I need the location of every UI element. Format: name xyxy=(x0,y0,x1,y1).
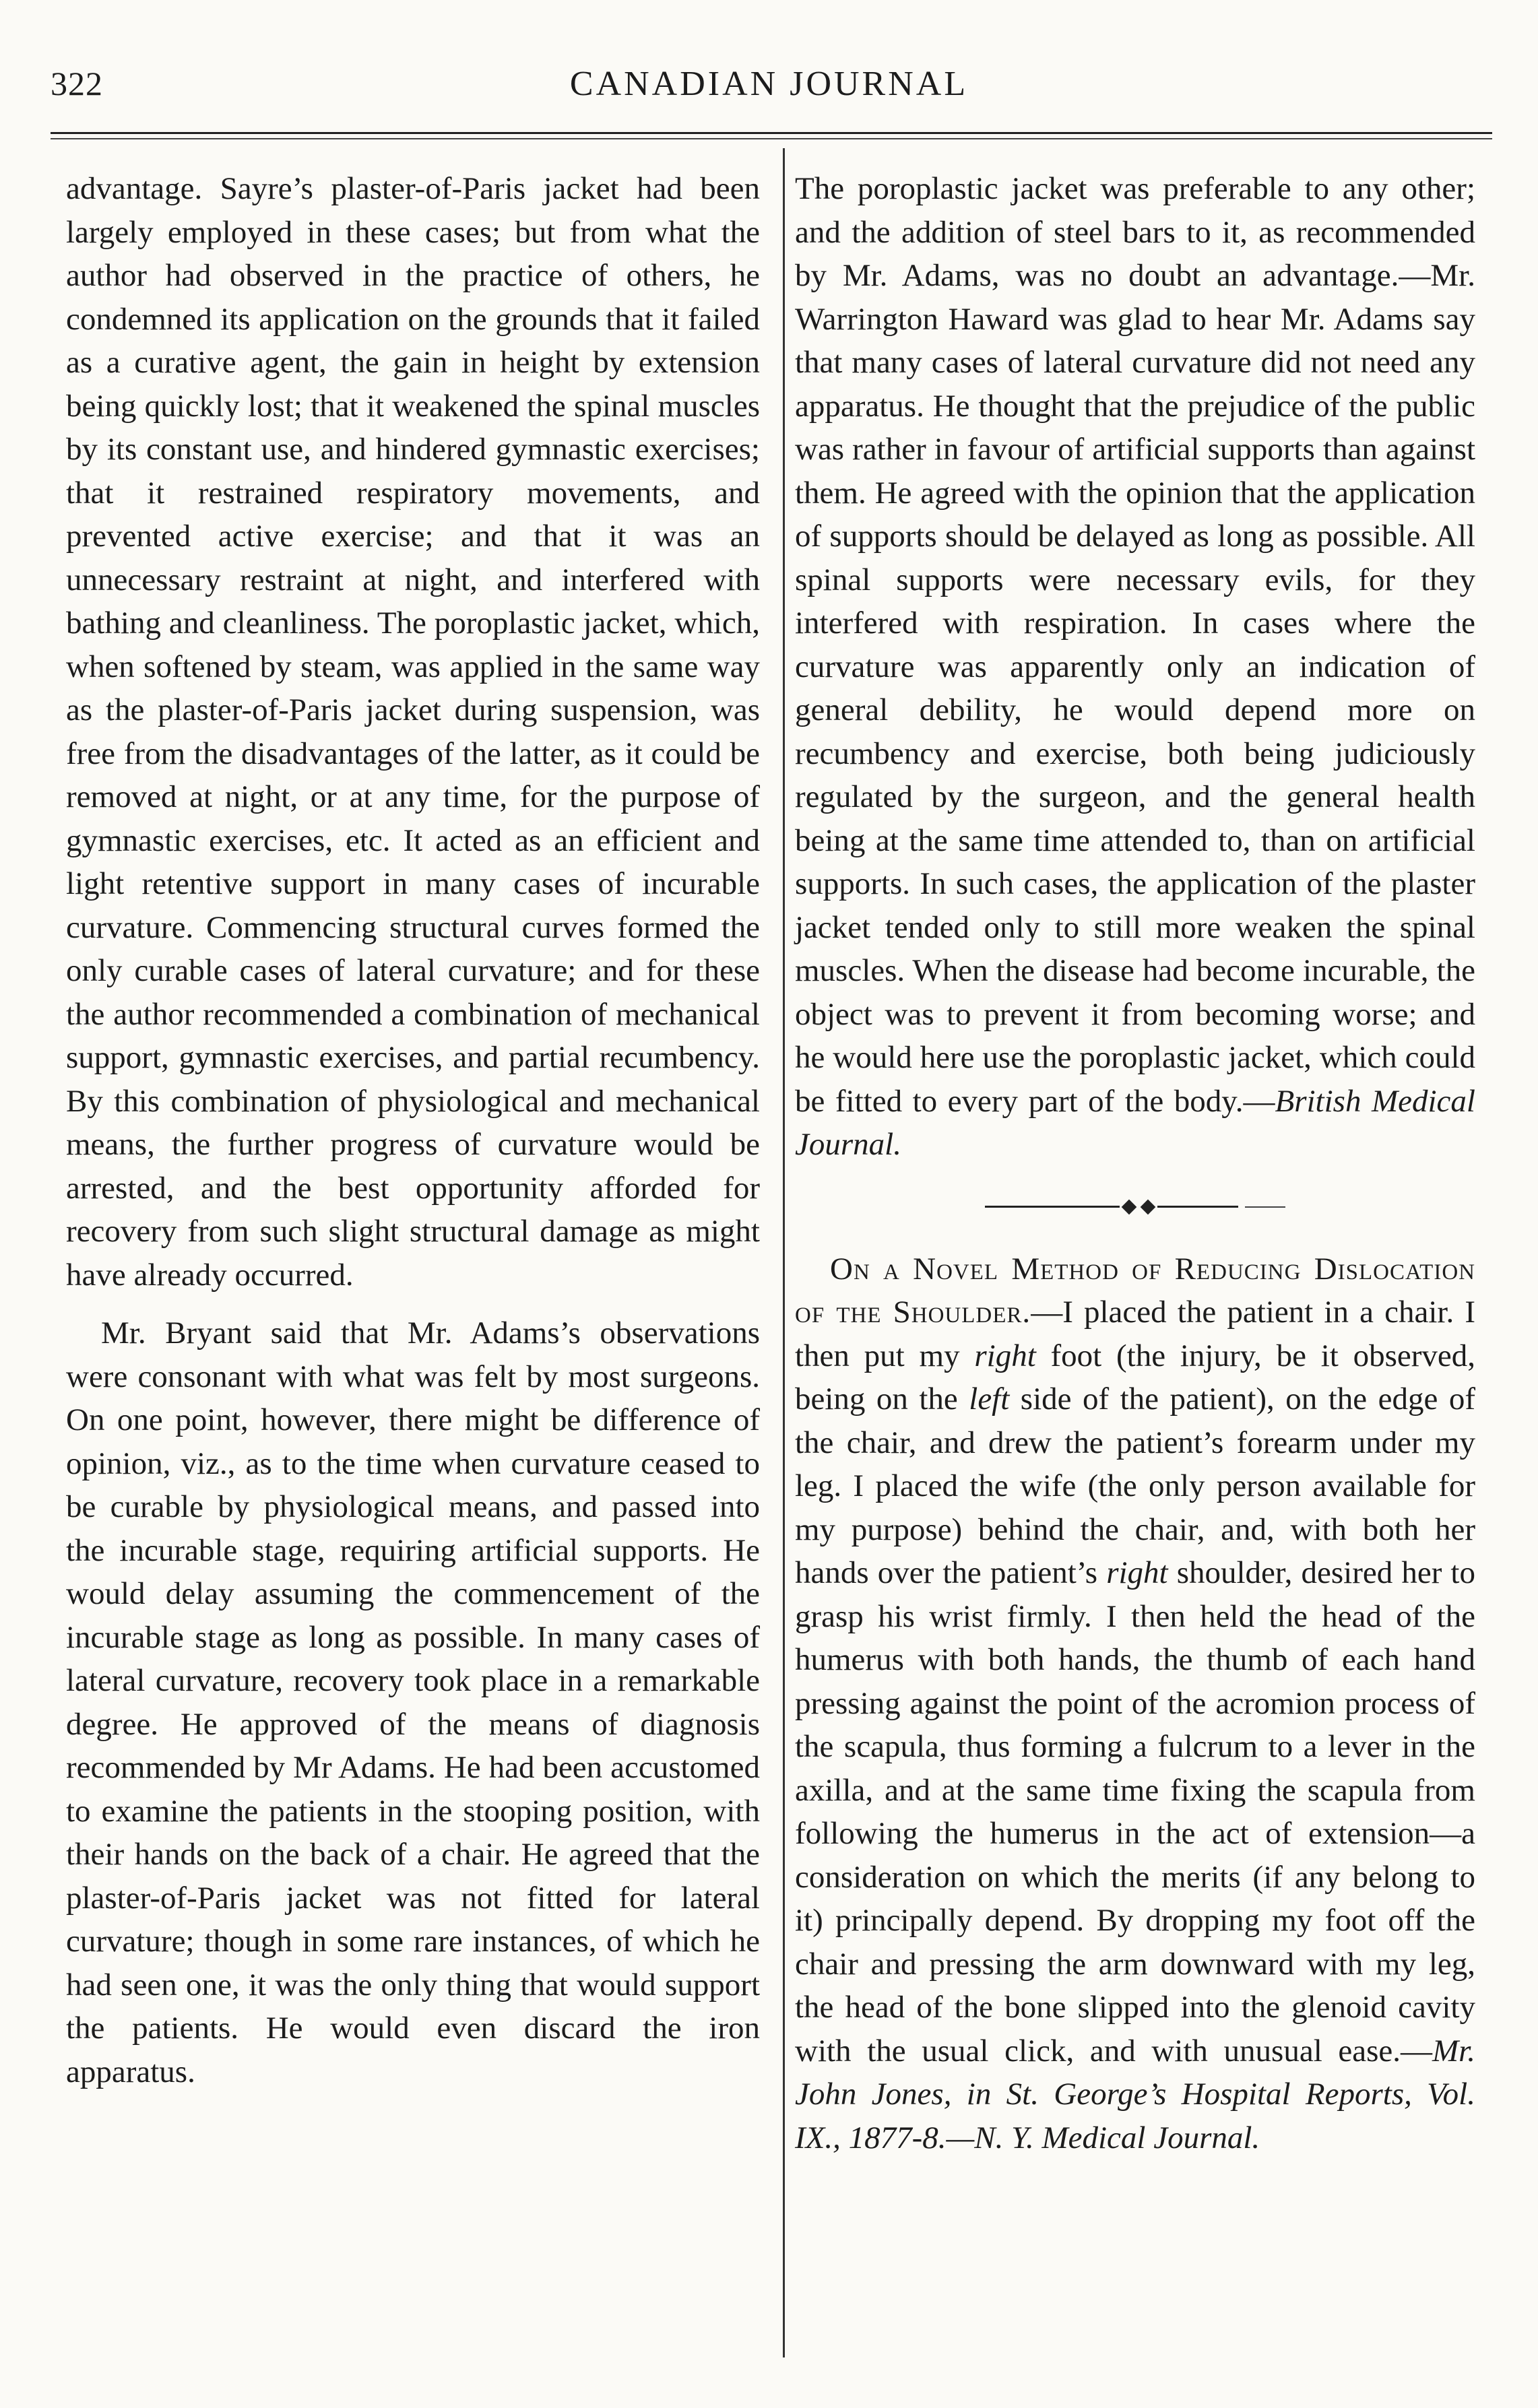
page-number: 322 xyxy=(51,65,103,102)
article-text: —I placed the patient in a chair. I then put my xyxy=(795,1295,1476,1373)
emphasis: right xyxy=(1106,1555,1168,1590)
article-text: side of the patient), on the edge of the chair, and drew the patient’s forearm under my leg. I placed the wife (the only person available for my purpose) behind the chair, and, with both her hands over the patient’s xyxy=(795,1381,1475,1590)
emphasis: left xyxy=(969,1381,1010,1417)
ornament-diamond xyxy=(1141,1199,1156,1214)
header-rule xyxy=(51,132,1492,139)
ornament-line xyxy=(1157,1206,1238,1208)
article-citation: Mr. John Jones, in St. George’s Hospital Reports, Vol. IX., 1877-8.—N. Y. Medical Journal. xyxy=(795,2033,1475,2155)
ornament-diamond xyxy=(1122,1199,1137,1214)
article-paragraph xyxy=(795,1247,1475,2160)
page-header xyxy=(0,0,1538,148)
left-column xyxy=(66,167,760,2093)
article-title: On a Novel Method of Reducing Dislocation of the Shoulder. xyxy=(795,1251,1475,1330)
paragraph: advantage. Sayre’s plaster-of-Paris jacket had been largely employed in these cases; but from what the author had observed in the practice of others, he condemned its application on the grounds that it failed as a curative agent, the gain in height by extension being quickly lost; that it weakened the spinal muscles by its constant use, and hindered gymnastic exercises; that it restrained respiratory movements, and prevented active exercise; and that it was an unnecessary restraint at night, and interfered with bathing and cleanliness. The poroplastic jacket, which, when softened by steam, was applied in the same way as the plaster-of-Paris jacket during suspension, was free from the disadvantages of the latter, as it could be removed at night, or at any time, for the purpose of gymnastic exercises, etc. It acted as an efficient and light retentive support in many cases of incurable curvature. Commencing structural curves formed the only curable cases of lateral curvature; and for these the author recommended a combination of mechanical support, gymnastic exercises, and partial recumbency. By this combination of physiological and mechanical means, the further progress of curvature would be arrested, and the best opportunity afforded for recovery from such slight structural damage as might have already occurred. xyxy=(66,171,760,1293)
paragraph xyxy=(795,167,1475,1167)
article-text: foot (the injury, be it observed, being on the xyxy=(795,1338,1475,1417)
paragraph-text: The poroplastic jacket was preferable to any other; and the addition of steel bars to it, as recommended by Mr. Adams, was no doubt an advantage.—Mr. Warrington Haward was glad to hear Mr. Adams say that many cases of lateral curvature did not need any apparatus. He thought that the prejudice of the public was rather in favour of artificial supports than against them. He agreed with the opinion that the application of supports should be delayed as long as possible. All spinal supports were necessary evils, for they interfered with respiration. In cases where the curvature was apparently only an indication of general debility, he would depend more on recumbency and exercise, both being judiciously regulated by the surgeon, and the general health being at the same time attended to, than on artificial supports. In such cases, the application of the plaster jacket tended only to still more weaken the spinal muscles. When the disease had become incurable, the object was to prevent it from becoming worse; and he would here use the poroplastic jacket, which could be fitted to every part of the body.— xyxy=(795,171,1475,1119)
paragraph: Mr. Bryant said that Mr. Adams’s observations were consonant with what was felt by most surgeons. On one point, however, there might be difference of opinion, viz., as to the time when curvature ceased to be curable by physiological means, and passed into the incurable stage, requiring artificial supports. He would delay assuming the commencement of the incurable stage as long as possible. In many cases of lateral curvature, recovery took place in a remarkable degree. He approved of the means of diagnosis recommended by Mr Adams. He had been accustomed to examine the patients in the stooping position, with their hands on the back of a chair. He agreed that the plaster-of-Paris jacket was not fitted for lateral curvature; though in some rare instances, of which he had seen one, it was the only thing that would support the patients. He would even discard the iron apparatus. xyxy=(66,1315,760,2089)
running-title: CANADIAN JOURNAL xyxy=(569,65,969,103)
source-citation: British Medical Journal. xyxy=(795,1083,1475,1162)
article-text: shoulder, desired her to grasp his wrist firmly. I then held the head of the humerus with both hands, the thumb of each hand pressing against the point of the acromion process of the scapula, thus forming a fulcrum to a lever in the axilla, and at the same time fixing the scapula from following the humerus in the act of extension—a consideration on which the merits (if any belong to it) principally depend. By dropping my foot off the chair and pressing the arm downward with my leg, the head of the bone slipped into the glenoid cavity with the usual click, and with unusual ease.— xyxy=(795,1555,1475,2069)
right-column xyxy=(795,167,1475,2159)
emphasis: right xyxy=(974,1338,1036,1373)
section-ornament xyxy=(795,1167,1475,1247)
ornament-dash xyxy=(1245,1206,1285,1208)
ornament-line xyxy=(985,1206,1120,1208)
column-divider xyxy=(783,148,785,2357)
